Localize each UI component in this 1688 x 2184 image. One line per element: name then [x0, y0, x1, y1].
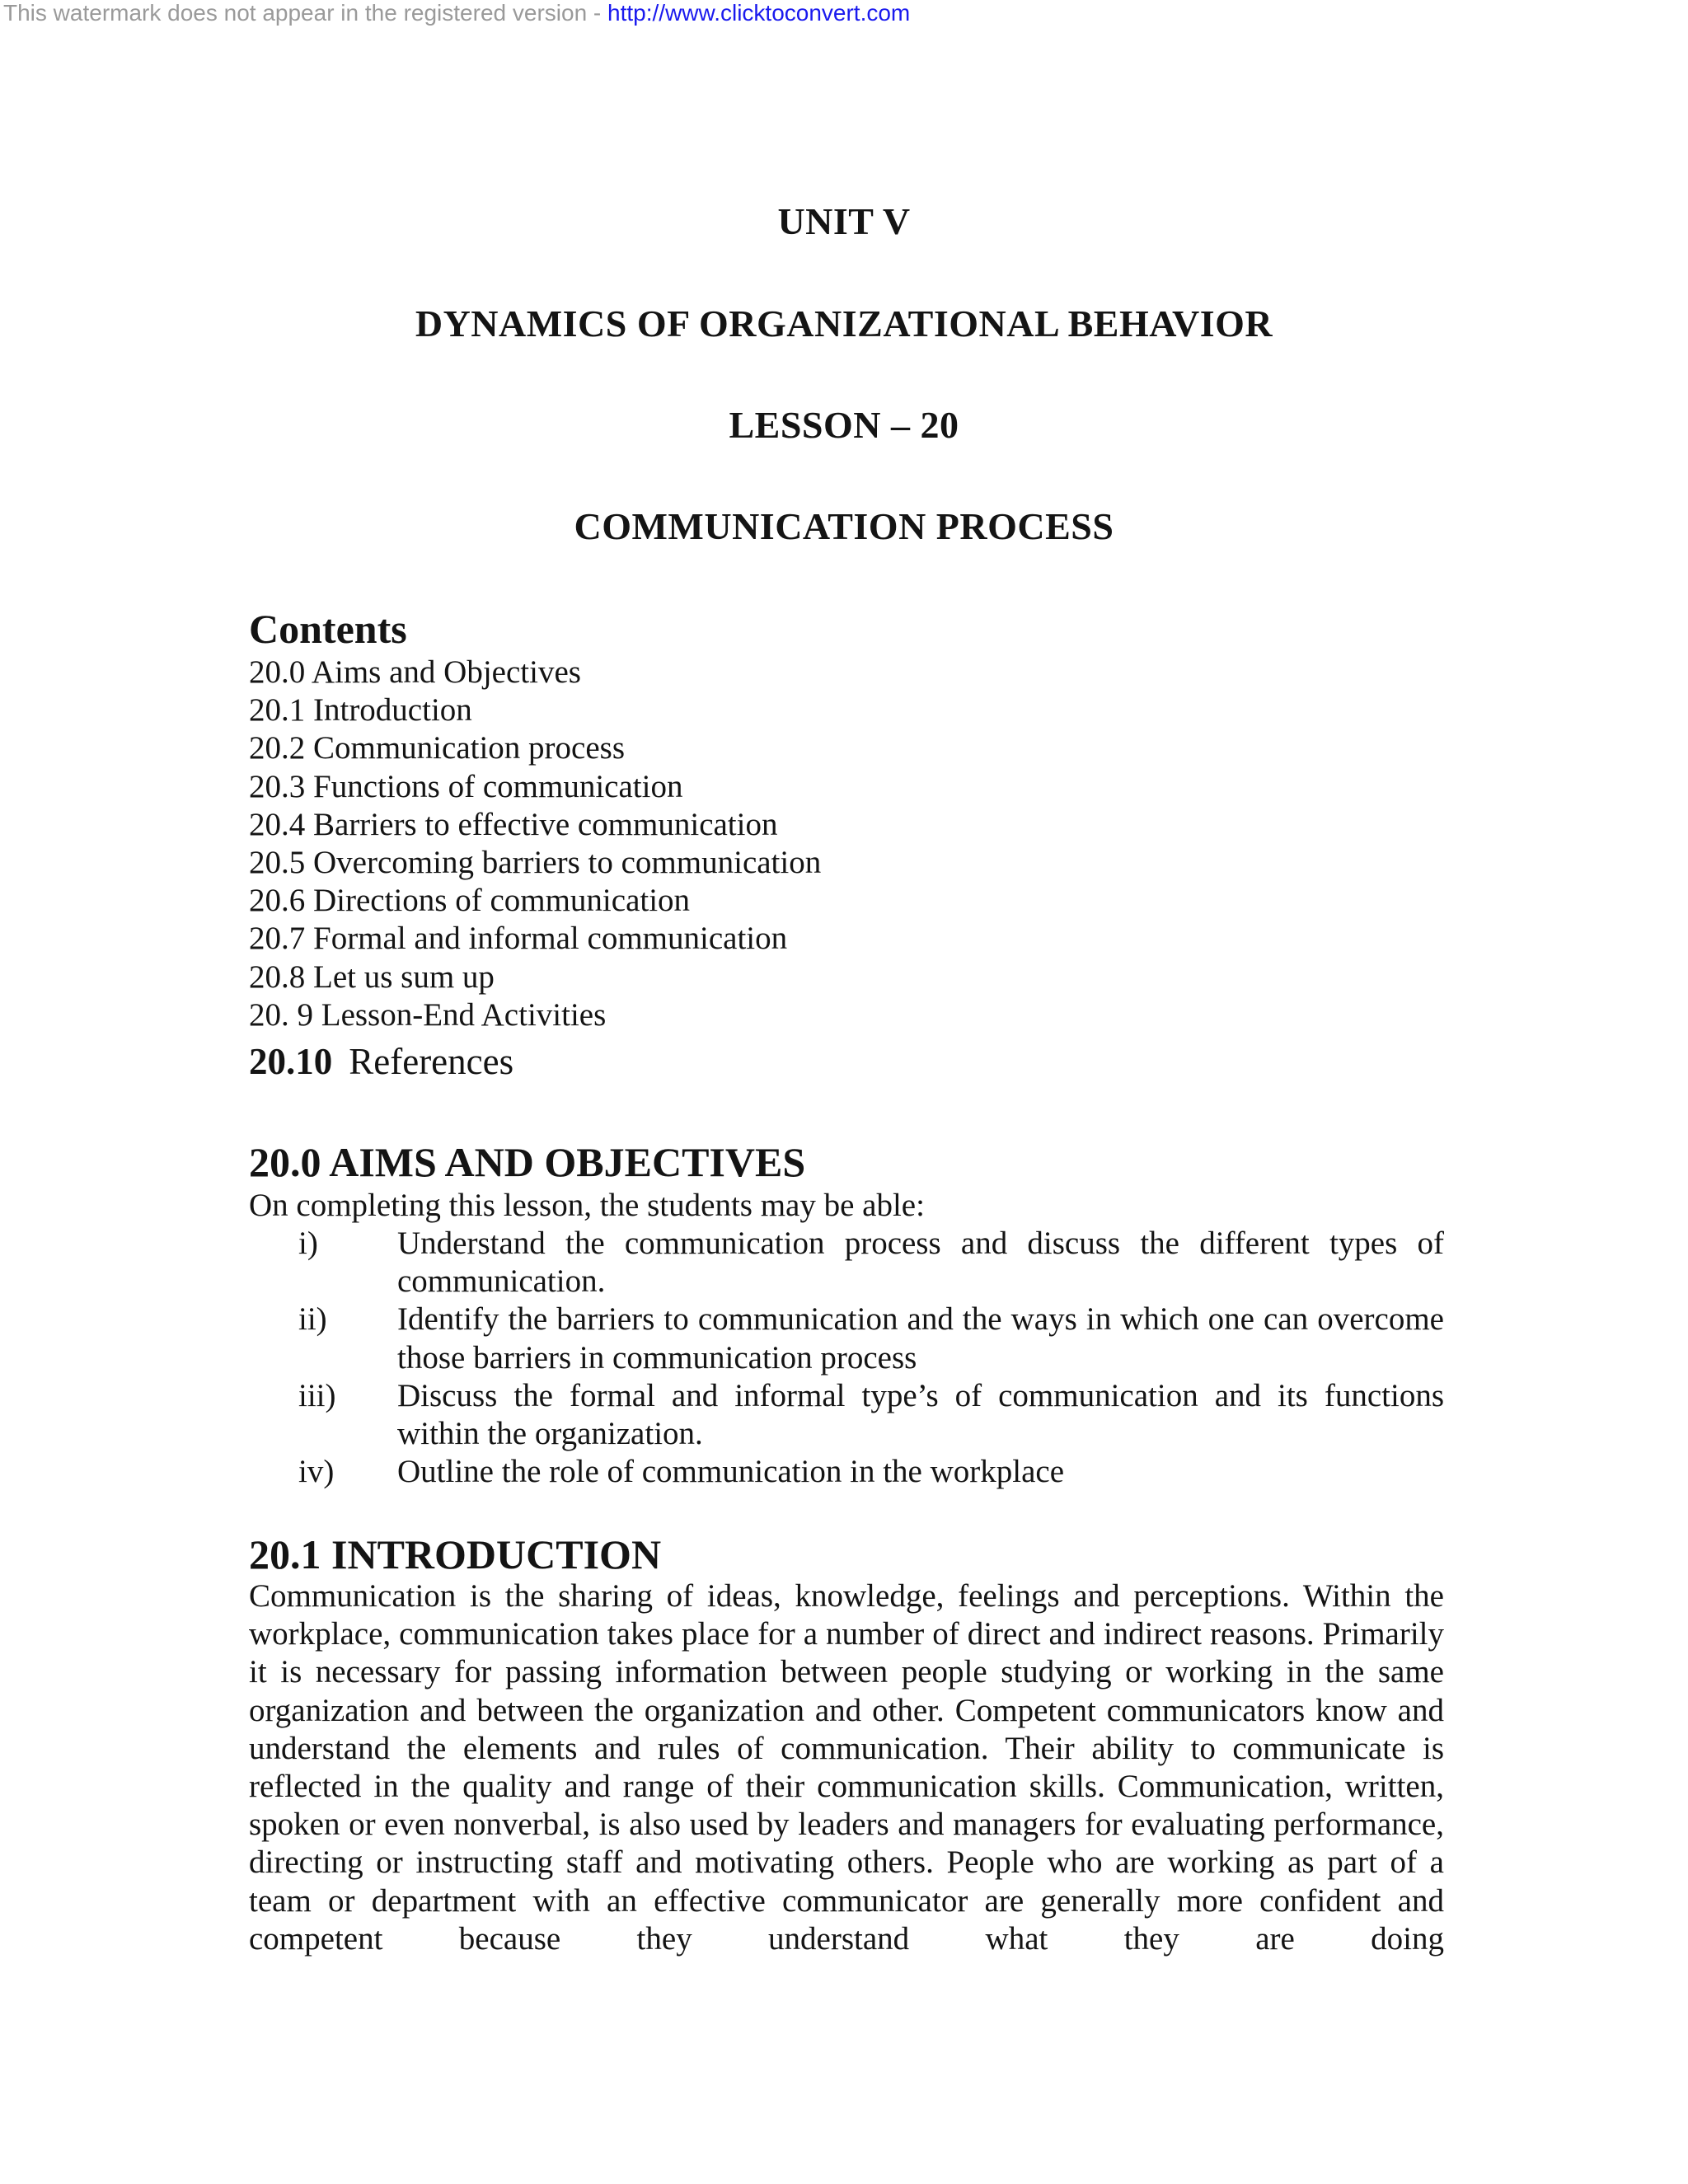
objective-text: Understand the communication process and discuss the different types of communication. [397, 1226, 1444, 1300]
objective-marker: iv) [298, 1454, 335, 1490]
toc-item: 20.0 Aims and Objectives [249, 654, 581, 690]
toc-item-references [249, 1038, 513, 1085]
toc-item: 20.4 Barriers to effective communication [249, 806, 778, 842]
toc-item: 20. 9 Lesson-End Activities [249, 996, 607, 1033]
objective-marker: i) [298, 1226, 318, 1261]
table-of-contents [249, 654, 821, 1034]
objective-marker: ii) [298, 1301, 327, 1338]
toc-item: 20.2 Communication process [249, 730, 626, 766]
introduction-section-title: 20.1 INTRODUCTION [249, 1531, 662, 1577]
objective-item [249, 1225, 1444, 1301]
lesson-heading: LESSON – 20 [729, 404, 959, 446]
toc-item: 20.6 Directions of communication [249, 883, 691, 919]
subject-heading: DYNAMICS OF ORGANIZATIONAL BEHAVIOR [415, 302, 1273, 344]
objective-item [249, 1377, 1444, 1453]
aims-intro: On completing this lesson, the students may be able: [249, 1188, 925, 1223]
toc-references-label: References [349, 1041, 514, 1082]
objective-text: Identify the barriers to communication and the ways in which one can overcome those barriers in communication process [397, 1301, 1444, 1376]
watermark [3, 0, 910, 26]
objective-marker: iii) [298, 1377, 336, 1413]
introduction-paragraph: Communication is the sharing of ideas, knowledge, feelings and perceptions. Within the workplace, communication takes place for a number of direct and indirect reasons. Primarily it is necessary for passing information between people studying or working in the same organization and between the organization and other. Competent communicators know and understand the elements and rules of communication. Their ability to communicate is reflected in the quality and range of their communication skills. Communication, written, spoken or even nonverbal, is also used by leaders and managers for evaluating performance, directing or instructing staff and motivating others. People who are working as part of a team or department with an effective communicator are generally more confident and competent because they understand what they are doing [249, 1578, 1444, 1957]
contents-title: Contents [249, 606, 407, 652]
aims-section-title: 20.0 AIMS AND OBJECTIVES [249, 1139, 806, 1185]
unit-heading: UNIT V [777, 200, 911, 242]
objectives-list [249, 1225, 1444, 1491]
toc-item: 20.3 Functions of communication [249, 768, 683, 804]
objective-item [249, 1301, 1444, 1376]
toc-item: 20.8 Let us sum up [249, 958, 495, 995]
toc-item: 20.7 Formal and informal communication [249, 921, 788, 957]
topic-heading: COMMUNICATION PROCESS [574, 505, 1114, 547]
watermark-link[interactable]: http://www.clicktoconvert.com [607, 0, 911, 26]
watermark-text: This watermark does not appear in the registered version - [3, 0, 608, 26]
toc-references-number: 20.10 [249, 1041, 333, 1082]
toc-item: 20.5 Overcoming barriers to communication [249, 845, 822, 881]
objective-item [249, 1453, 1444, 1491]
objective-text: Discuss the formal and informal type’s of communication and its functions within the organization. [397, 1377, 1444, 1452]
toc-item: 20.1 Introduction [249, 692, 472, 729]
objective-text: Outline the role of communication in the workplace [397, 1454, 1065, 1490]
